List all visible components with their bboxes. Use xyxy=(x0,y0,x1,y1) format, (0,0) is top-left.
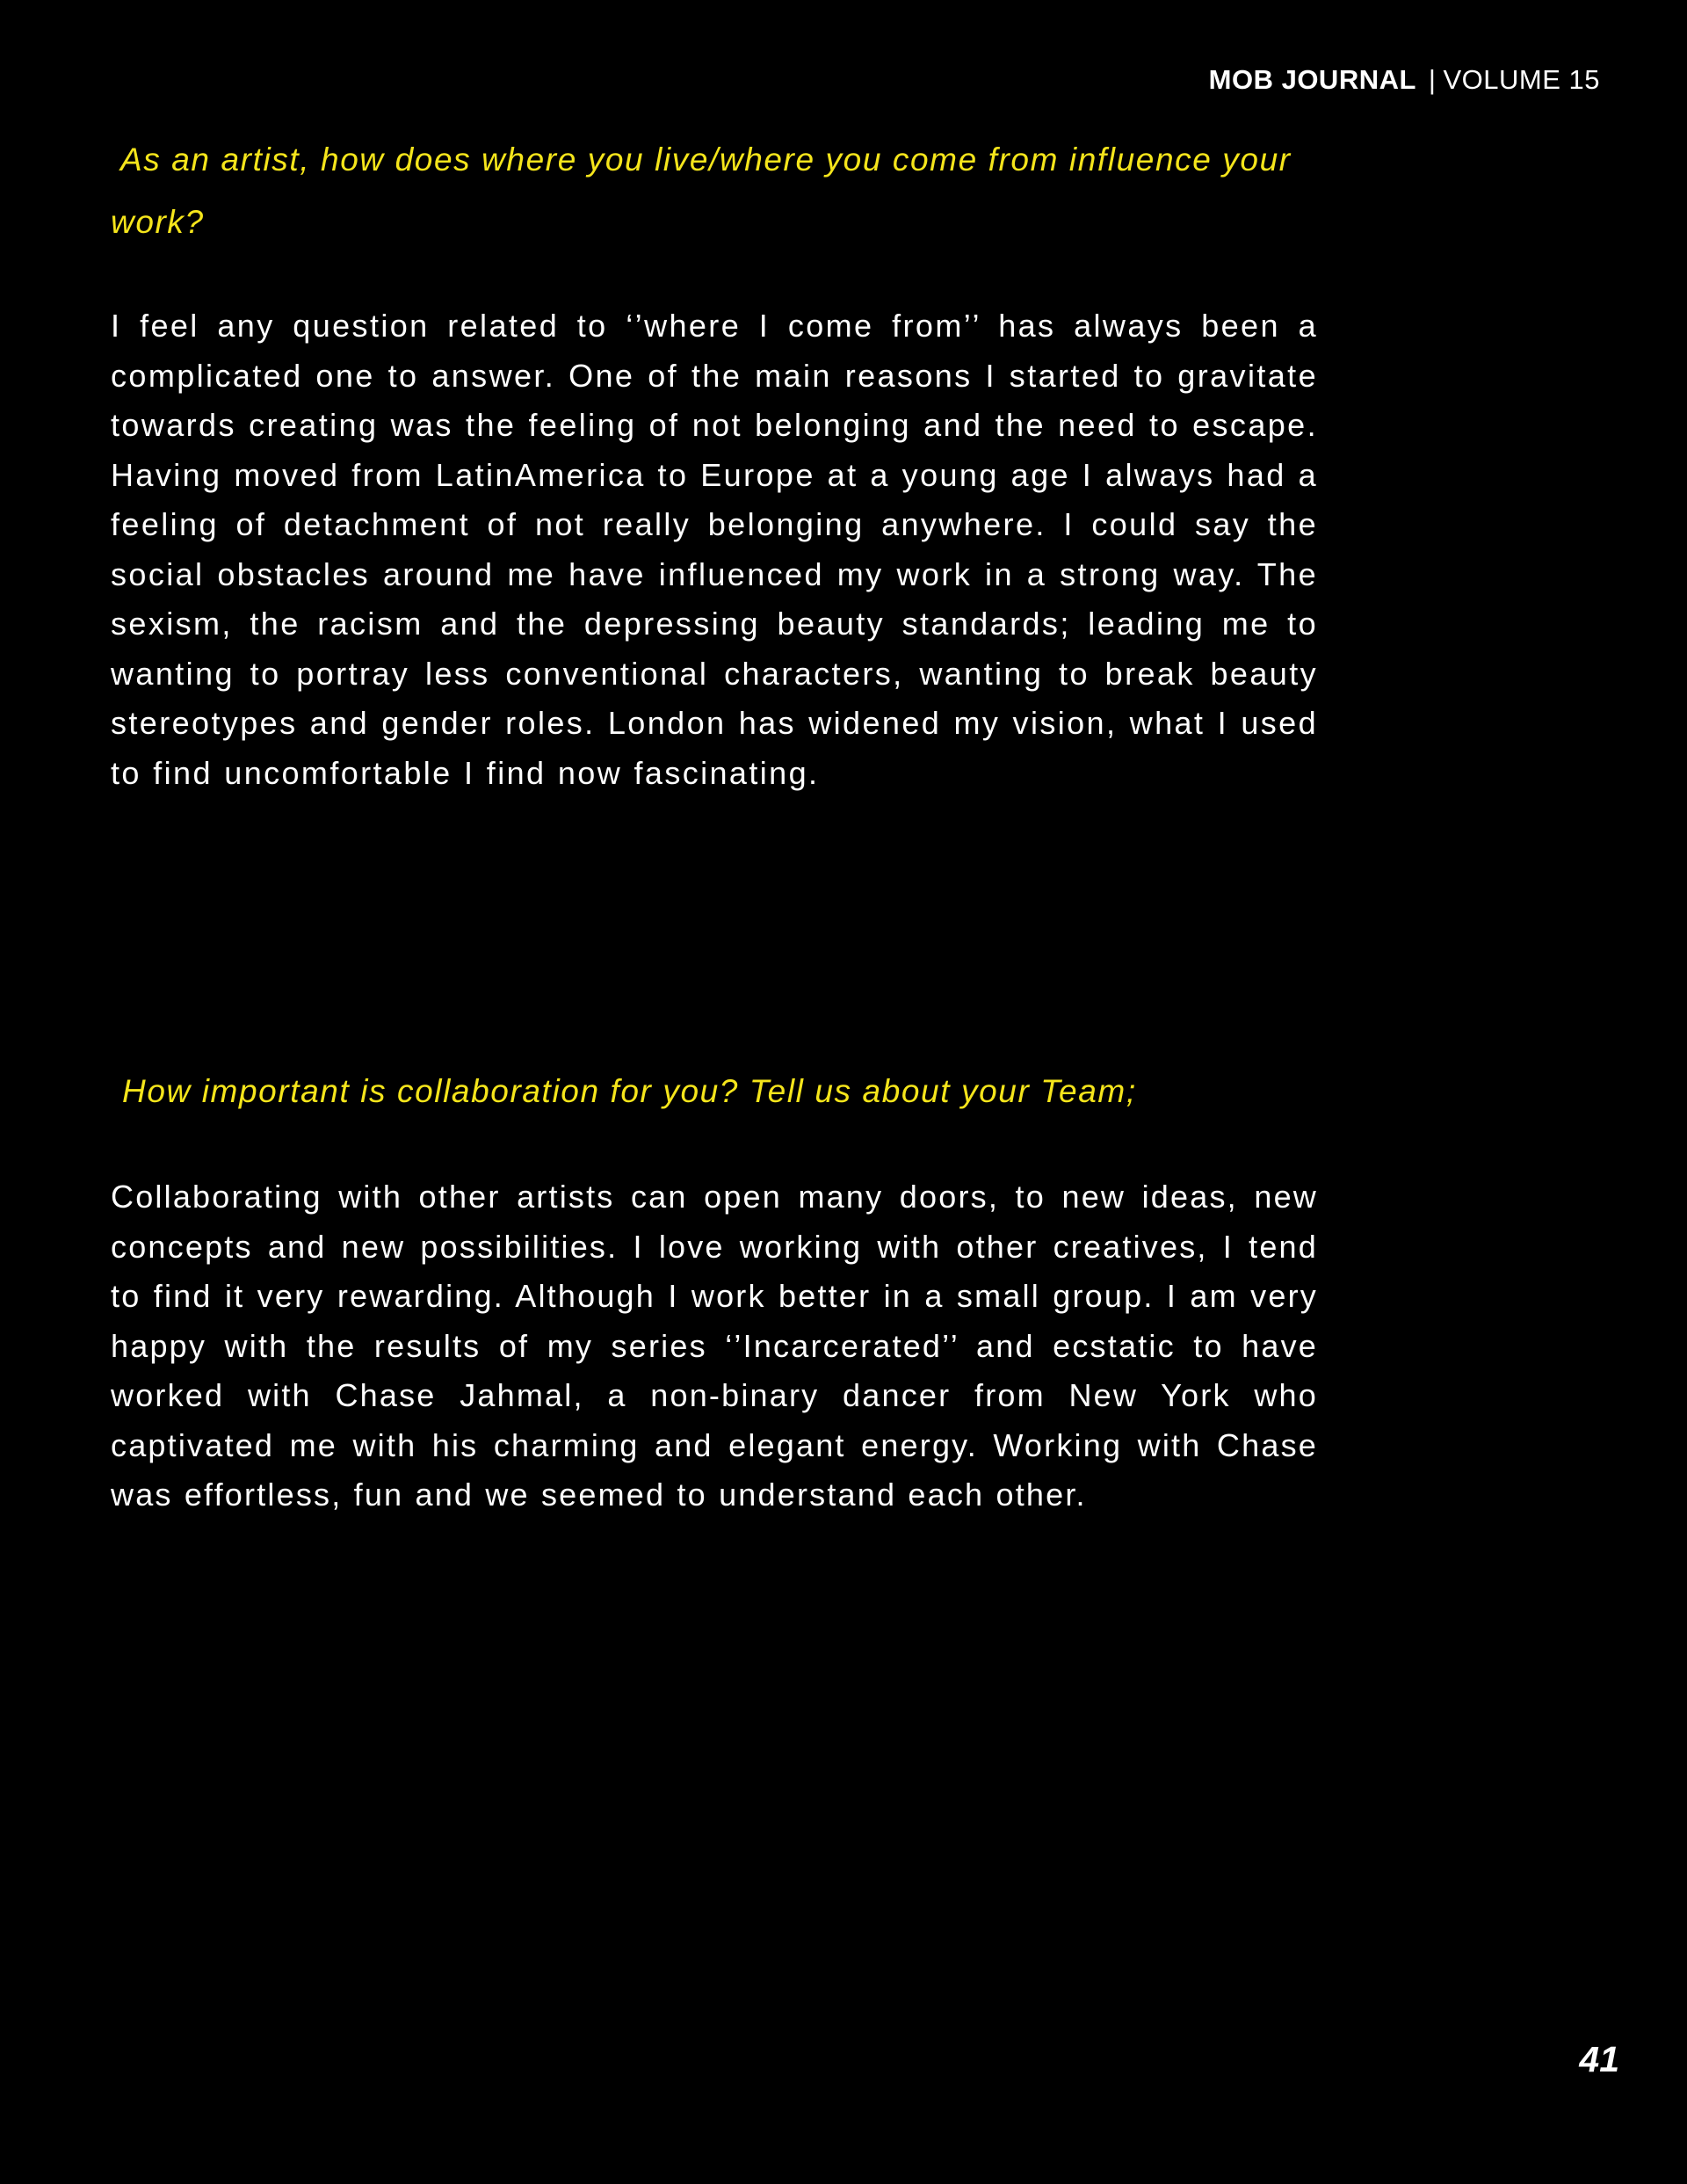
header-separator: | xyxy=(1428,64,1437,95)
question-1-text: As an artist, how does where you live/where you come from influence your work? xyxy=(111,141,1292,240)
question-1 xyxy=(111,128,1318,253)
volume-label: VOLUME 15 xyxy=(1443,64,1600,95)
journal-title: MOB JOURNAL xyxy=(1208,64,1416,95)
page-number: 41 xyxy=(1579,2039,1619,2079)
answer-1: I feel any question related to ‘’where I come from’’ has always been a complicated one to answer. One of the main reasons I started to gravitate towards creating was the feeling of not belonging and the need to escape. Having moved from LatinAmerica to Europe at a young age I always had a feeling of detachment of not really belonging anywhere. I could say the social obstacles around me have influenced my work in a strong way. The sexism, the racism and the depressing beauty standards; leading me to wanting to portray less conventional characters, wanting to break beauty stereotypes and gender roles. London has widened my vision, what I used to find uncomfortable I find now fascinating. xyxy=(111,308,1318,791)
answer-2: Collaborating with other artists can open many doors, to new ideas, new concepts and new possibilities. I love working with other creatives, I tend to find it very rewarding. Although I work better in a small group. I am very happy with the results of my series ‘’Incarcerated’’ and ecstatic to have worked with Chase Jahmal, a non-binary dancer from New York who captivated me with his charming and elegant energy. Working with Chase was effortless, fun and we seemed to understand each other. xyxy=(111,1179,1318,1513)
running-header xyxy=(1209,60,1600,100)
question-2: How important is collaboration for you? Tell us about your Team; xyxy=(122,1073,1137,1109)
